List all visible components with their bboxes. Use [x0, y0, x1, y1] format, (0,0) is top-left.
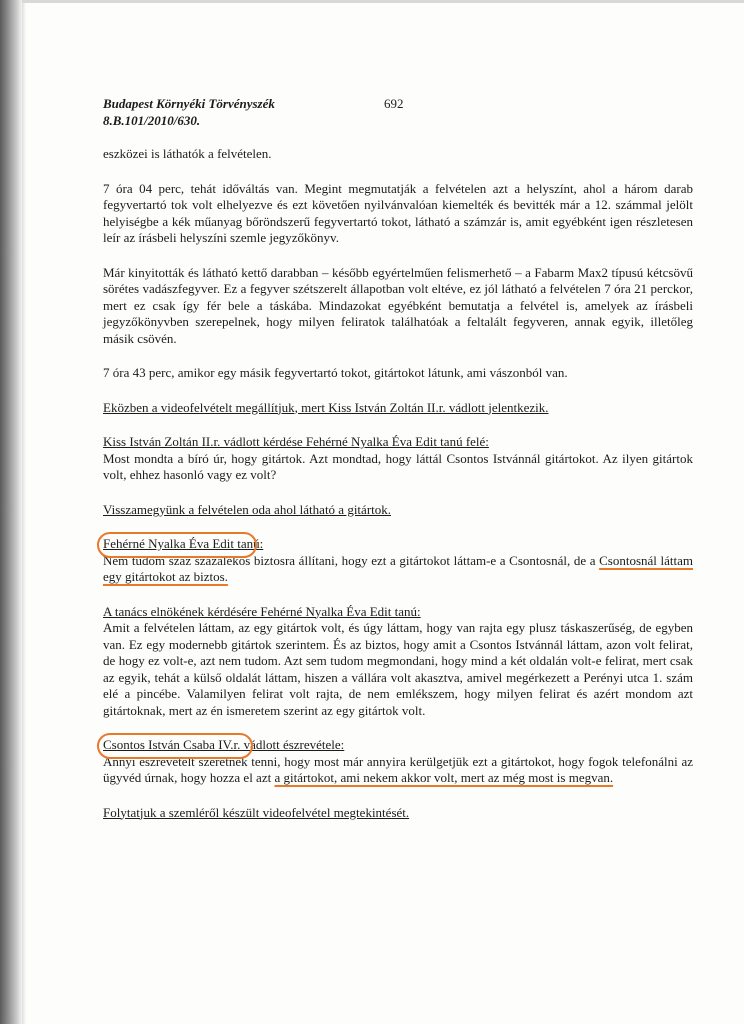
paragraph-4: 7 óra 43 perc, amikor egy másik fegyvertartó tokot, gitártokot látunk, ami vászonból van.	[103, 365, 568, 380]
witness-block-1	[103, 536, 693, 586]
paragraph-6	[103, 553, 693, 586]
document-body	[103, 146, 693, 839]
scan-top-border	[22, 0, 744, 3]
heading-pause: Eközben a videofelvételt megállítjuk, mert Kiss István Zoltán II.r. vádlott jelentkezik.	[103, 399, 549, 415]
court-name: Budapest Környéki Törvényszék	[103, 96, 275, 111]
heading-chair-question: A tanács elnökének kérdésére Fehérné Nyalka Éva Edit tanú:	[103, 603, 421, 619]
scan-edge	[0, 0, 22, 1024]
orange-underlined-text: a gitártokot, ami nekem akkor volt, mert az még most is megvan.	[274, 770, 614, 785]
heading-witness: Fehérné Nyalka Éva Edit tanú:	[103, 536, 264, 551]
heading-question-kiss: Kiss István Zoltán II.r. vádlott kérdése Fehérné Nyalka Éva Edit tanú felé:	[103, 434, 489, 449]
paragraph-8	[103, 754, 693, 787]
paragraph-5: Most mondta a bíró úr, hogy gitártok. Azt mondtad, hogy láttál Csontos Istvánnál gitártokot. Az ilyen gitártok volt, ehhez hasonló vagy ez volt?	[103, 450, 693, 482]
document-header	[103, 95, 663, 129]
paragraph-7: Amit a felvételen láttam, az egy gitártok volt, és úgy láttam, hogy van rajta egy plusz táskaszerűség, de egyben van. Ez egy modernebb gitártok szerintem. És az biztos, hogy amit a Csontos Istvánnál láttam, azon volt felirat, de hogy ez volt-e, azt nem tudom. Azt sem tudom megmondani, hogy mind a két oldalán volt-e felirat, mert csak az egyik, tehát a külső oldalát láttam, hiszen a vállára volt akasztva, amivel megérkezett a Perényi utca 1. szám elé a pincébe. Valamilyen felirat volt rajta, de nem emlékszem, hogy milyen felirat és azért mondom azt gitártoknak, mert az én ismeretem szerint az egy gitártok volt.	[103, 620, 693, 718]
case-number: 8.B.101/2010/630.	[103, 113, 201, 128]
heading-defendant-remark: Csontos István Csaba IV.r. vádlott észrevétele:	[103, 737, 345, 752]
paragraph-6-text: Nem tudom száz százalékos biztosra állítani, hogy ezt a gitártokot láttam-e a Csontosnál, de a	[103, 552, 600, 568]
paragraph-1: eszközei is láthatók a felvételen.	[103, 146, 272, 161]
paragraph-3: Már kinyitották és látható kettő darabban – később egyértelműen felismerhető – a Fabarm Max2 típusú kétcsövű sörétes vadászfegyver. Ez a fegyver szétszerelt állapotban volt eltéve, ez jól látható a felvételen 7 óra 21 perckor, mert ez csak így fér bele a táskába. Mindazokat egyébként bemutatja a felvétel is, amelyek az írásbeli jegyzőkönyvben szerepelnek, hogy milyen feliratok találhatóak a feltalált fegyveren, annak egyik, illetőleg másik csövén.	[103, 264, 693, 346]
paragraph-8-text: Annyi észrevételt szeretnék tenni, hogy most már annyira kerülgetjük ezt a gitártokot, hogy fogok telefonálni az ügyvéd úrnak, hogy hozza el azt	[103, 753, 693, 785]
paragraph-2: 7 óra 04 perc, tehát időváltás van. Megint megmutatják a felvételen azt a helyszínt, ahol a három darab fegyvertartó tok volt elhelyezve és ezt követően nyilvánvalóan kiemelték és bevitték már a 12. számmal jelölt helyiségbe a kék műanyag bőröndszerű fegyvertartó tokot, látható a számzár is, amit egyébként igen részletesen leír az írásbeli helyszíni szemle jegyzőkönyv.	[103, 180, 693, 245]
heading-rewind: Visszamegyünk a felvételen oda ahol látható a gitártok.	[103, 501, 392, 517]
orange-underlined-text: Csontosnál láttam egy gitártokot az biztos.	[103, 552, 693, 584]
page-number: 692	[384, 96, 404, 111]
heading-continue: Folytatjuk a szemléről készült videofelvétel megtekintését.	[103, 804, 410, 820]
defendant-block	[103, 737, 693, 787]
